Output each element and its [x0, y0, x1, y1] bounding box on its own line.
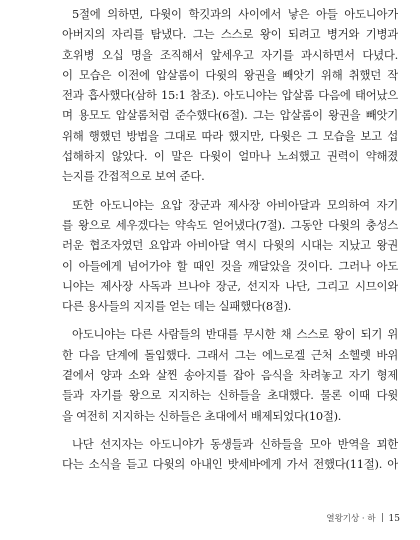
text-line: 러운 협조자였던 요압과 아비아달 역시 다윗의 시대는 지났고 왕권 [62, 238, 398, 253]
paragraph-gap [62, 316, 398, 324]
paragraph [62, 324, 398, 425]
page-number: 15 [388, 514, 400, 524]
text-line: 을 여전히 지지하는 신하들은 초대에서 배제되었다(10절). [62, 408, 342, 423]
footer-divider [382, 513, 383, 522]
text-line: 이 모습은 이전에 압살롬이 다윗의 왕권을 빼앗기 위해 취했던 작 [62, 67, 398, 82]
text-line: 며 용모도 압살롬처럼 준수했다(6절). 그는 압살롬이 왕권을 빼앗기 [62, 108, 398, 123]
text-line: 곁에서 양과 소와 살찐 송아지를 잡아 음식을 차려놓고 자기 형제 [62, 368, 398, 383]
text-line: 아도니야는 다른 사람들의 반대를 무시한 채 스스로 왕이 되기 위 [72, 327, 398, 342]
text-line: 를 왕으로 세우겠다는 약속도 얻어냈다(7절). 그동안 다윗의 충성스 [62, 217, 398, 232]
text-line: 아버지의 자리를 탐냈다. 그는 스스로 왕이 되려고 병거와 기병과 [62, 27, 398, 42]
paragraph-gap [62, 426, 398, 434]
body-text [62, 4, 398, 475]
text-line: 호위병 오십 명을 조직해서 앞세우고 자기를 과시하면서 다녔다. [62, 47, 398, 62]
text-line: 전과 흡사했다(삼하 15:1 참조). 아도니야는 압살롬 다음에 태어났으 [62, 88, 398, 103]
text-line: 다는 소식을 듣고 다윗의 아내인 밧세바에게 가서 전했다(11절). 아 [62, 457, 398, 472]
text-line: 또한 아도니야는 요압 장군과 제사장 아비아달과 모의하여 자기 [72, 197, 398, 212]
paragraph [62, 195, 398, 317]
text-line: 한 다음 단계에 돌입했다. 그래서 그는 에느로겔 근처 소헬렛 바위 [62, 347, 398, 362]
text-line: 이 아들에게 넘어가야 할 때인 것을 깨달았을 것이다. 그러나 아도 [62, 258, 398, 273]
page-footer [326, 512, 400, 524]
paragraph [62, 4, 398, 187]
text-line: 니야는 제사장 사독과 브나야 장군, 선지자 나단, 그리고 시므이와 [62, 278, 398, 293]
running-footer-title: 열왕기상 · 하 [326, 514, 376, 524]
text-line: 5절에 의하면, 다윗이 학깃과의 사이에서 낳은 아들 아도니아가 [72, 7, 398, 21]
text-line: 다른 용사들의 지지를 얻는 데는 실패했다(8절). [62, 299, 292, 314]
paragraph-gap [62, 187, 398, 195]
text-line: 나단 선지자는 아도니야가 동생들과 신하들을 모아 반역을 꾀한 [72, 436, 398, 451]
text-line: 위해 행했던 방법을 그대로 따라 했지만, 다윗은 그 모습을 보고 섭 [62, 128, 398, 143]
paragraph [62, 434, 398, 475]
text-line: 섭해하지 않았다. 이 말은 다윗이 얼마나 노쇠했고 권력이 약해졌 [62, 149, 398, 164]
text-line: 는지를 간접적으로 보여 준다. [62, 169, 205, 184]
text-line: 들과 자기를 왕으로 지지하는 신하들을 초대했다. 물론 이때 다윗 [62, 388, 398, 403]
